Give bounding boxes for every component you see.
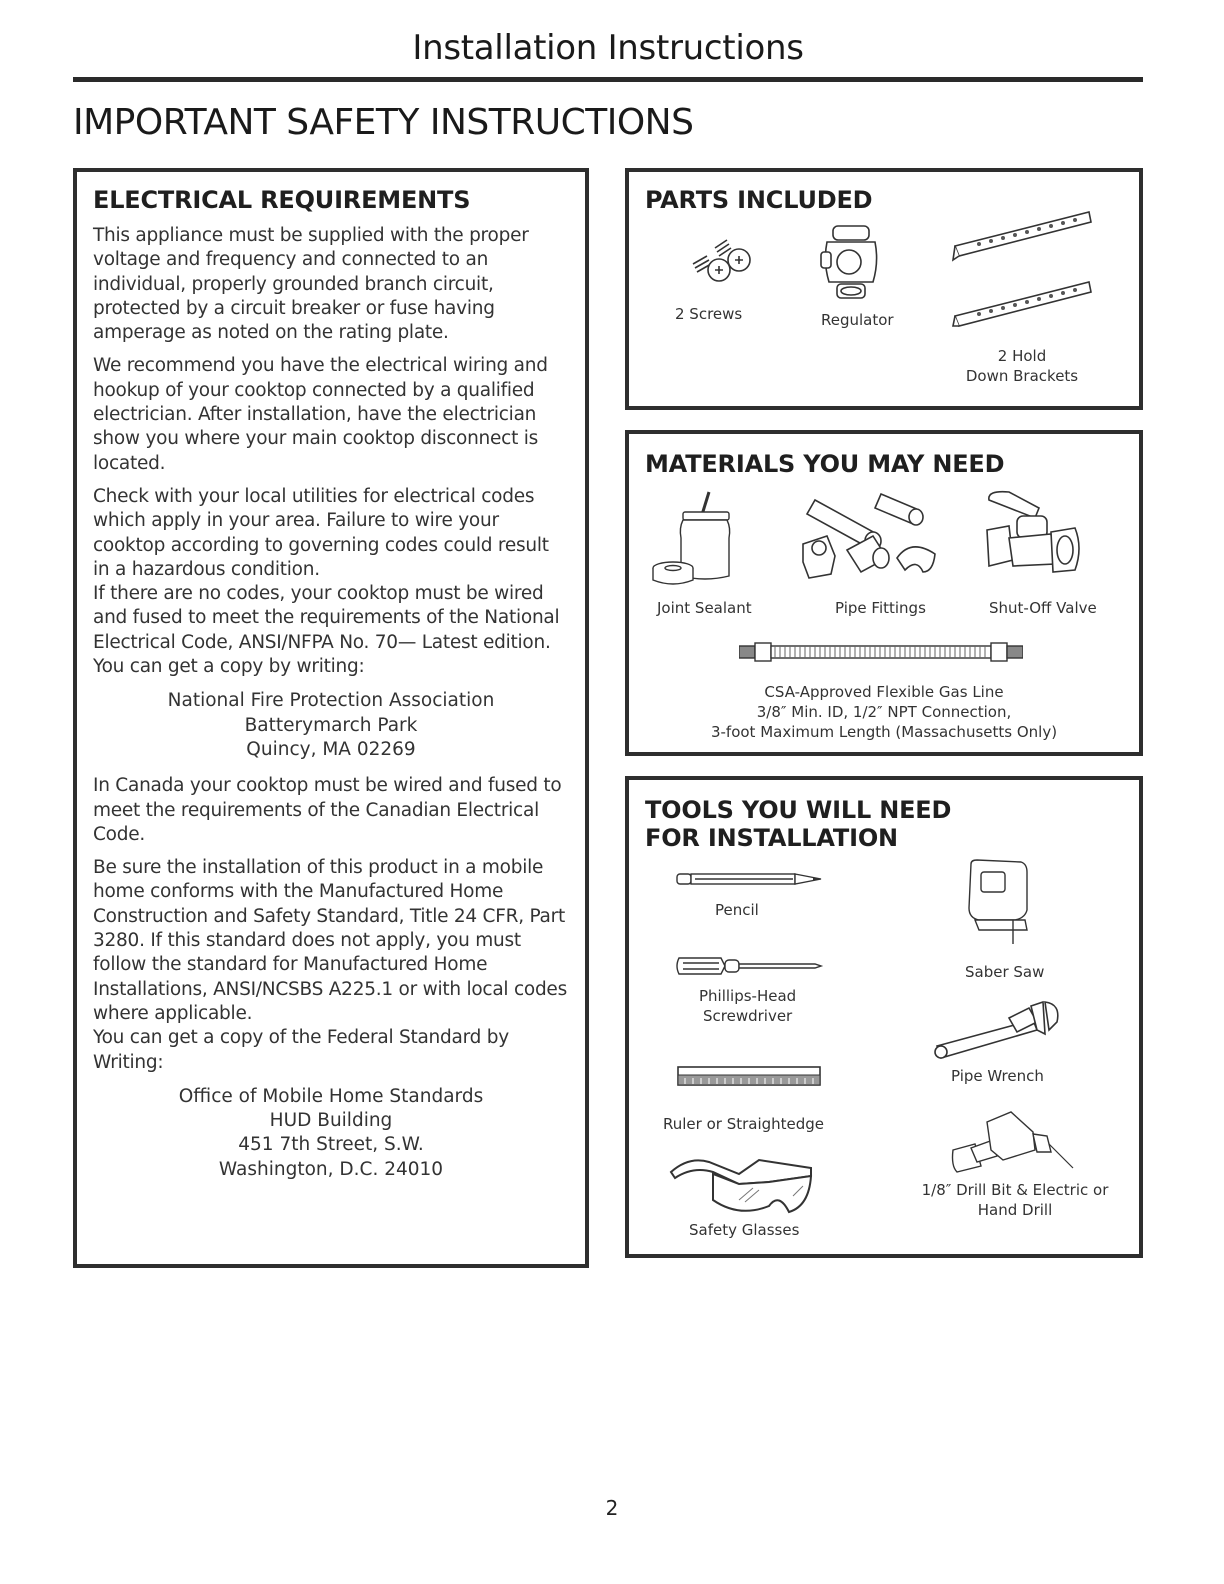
safety-glasses-icon [669,1152,819,1218]
saber-saw-icon [965,858,1035,948]
parts-label-brackets: 2 Hold Down Brackets [965,347,1079,385]
electrical-paragraph: In Canada your cooktop must be wired and fused to meet the requirements of the Canadian Electrical Code. [93,775,562,845]
electrical-paragraph: Be sure the installation of this product in a mobile home conforms with the Manufactured Home Construction and Safety Standard, Title 24 CFR, Part 3280. If this standard does not apply, you must follow the standard for Manufactured Home Installations, ANSI/NCSBS A225.1 or with local codes where applicable. [93,857,567,1024]
tools-label: Ruler or Straightedge [663,1115,825,1133]
electrical-paragraph: Check with your local utilities for electrical codes which apply in your area. Failure to wire your cooktop according to governing codes could result in a hazardous condition. [93,485,549,580]
materials-label: Joint Sealant [657,599,752,617]
tools-label: Pencil [715,901,759,919]
electrical-paragraph: You can get a copy of the Federal Standard by Writing: [93,1027,509,1073]
parts-title: PARTS INCLUDED [645,186,873,214]
pencil-icon [675,872,825,886]
electrical-paragraph: We recommend you have the electrical wiring and hookup of your cooktop connected by a qualified electrician. After installation, have the electrician show you where your main cooktop disconnect is located. [93,355,548,474]
materials-label: Pipe Fittings [835,599,926,617]
section-title: IMPORTANT SAFETY INSTRUCTIONS [73,102,694,143]
materials-box [625,430,1143,756]
screws-icon [689,232,759,292]
electrical-paragraph: This appliance must be supplied with the proper voltage and frequency and connected to an individual, properly grounded branch circuit, protected by a circuit breaker or fuse having amperage as noted on the rating plate. [93,225,529,344]
tools-label: Saber Saw [965,963,1045,981]
parts-label: Regulator [821,311,894,329]
brackets-icon [949,208,1099,328]
electrical-paragraph: If there are no codes, your cooktop must be wired and fused to meet the requirements of the National Electrical Code, ANSI/NFPA No. 70— Latest edition. You can get a copy by writing: [93,583,560,678]
tools-box [625,776,1143,1258]
screwdriver-icon [675,954,825,978]
regulator-icon [819,222,883,304]
gas-line-description: CSA-Approved Flexible Gas Line 3/8″ Min. ID, 1/2″ NPT Connection, 3-foot Maximum Length (Massachusetts Only) [710,683,1058,741]
materials-label: Shut-Off Valve [989,599,1097,617]
tools-title: TOOLS YOU WILL NEED FOR INSTALLATION [645,796,952,852]
materials-title: MATERIALS YOU MAY NEED [645,450,1005,478]
parts-included-box [625,168,1143,410]
pipe-wrench-icon [929,1000,1069,1062]
pipe-fittings-icon [801,488,951,584]
tools-label: Pipe Wrench [951,1067,1044,1085]
tools-label: Safety Glasses [689,1221,800,1239]
joint-sealant-icon [649,488,739,588]
tools-label-drill: 1/8″ Drill Bit & Electric or Hand Drill [921,1181,1109,1219]
page-number: 2 [605,1496,619,1520]
electrical-requirements-box [73,168,589,1268]
parts-label: 2 Screws [675,305,743,323]
nfpa-address: National Fire Protection Association Batterymarch Park Quincy, MA 02269 [167,690,495,760]
drill-icon [947,1110,1077,1176]
header-rule [73,77,1143,82]
tools-label-screwdriver: Phillips-Head Screwdriver [699,987,797,1025]
flexible-gas-line-icon [739,640,1023,664]
hud-address: Office of Mobile Home Standards HUD Building 451 7th Street, S.W. Washington, D.C. 24010 [178,1085,484,1180]
shutoff-valve-icon [979,488,1089,588]
ruler-icon [677,1066,821,1086]
page-header-title: Installation Instructions [412,28,804,68]
electrical-title: ELECTRICAL REQUIREMENTS [93,186,471,214]
